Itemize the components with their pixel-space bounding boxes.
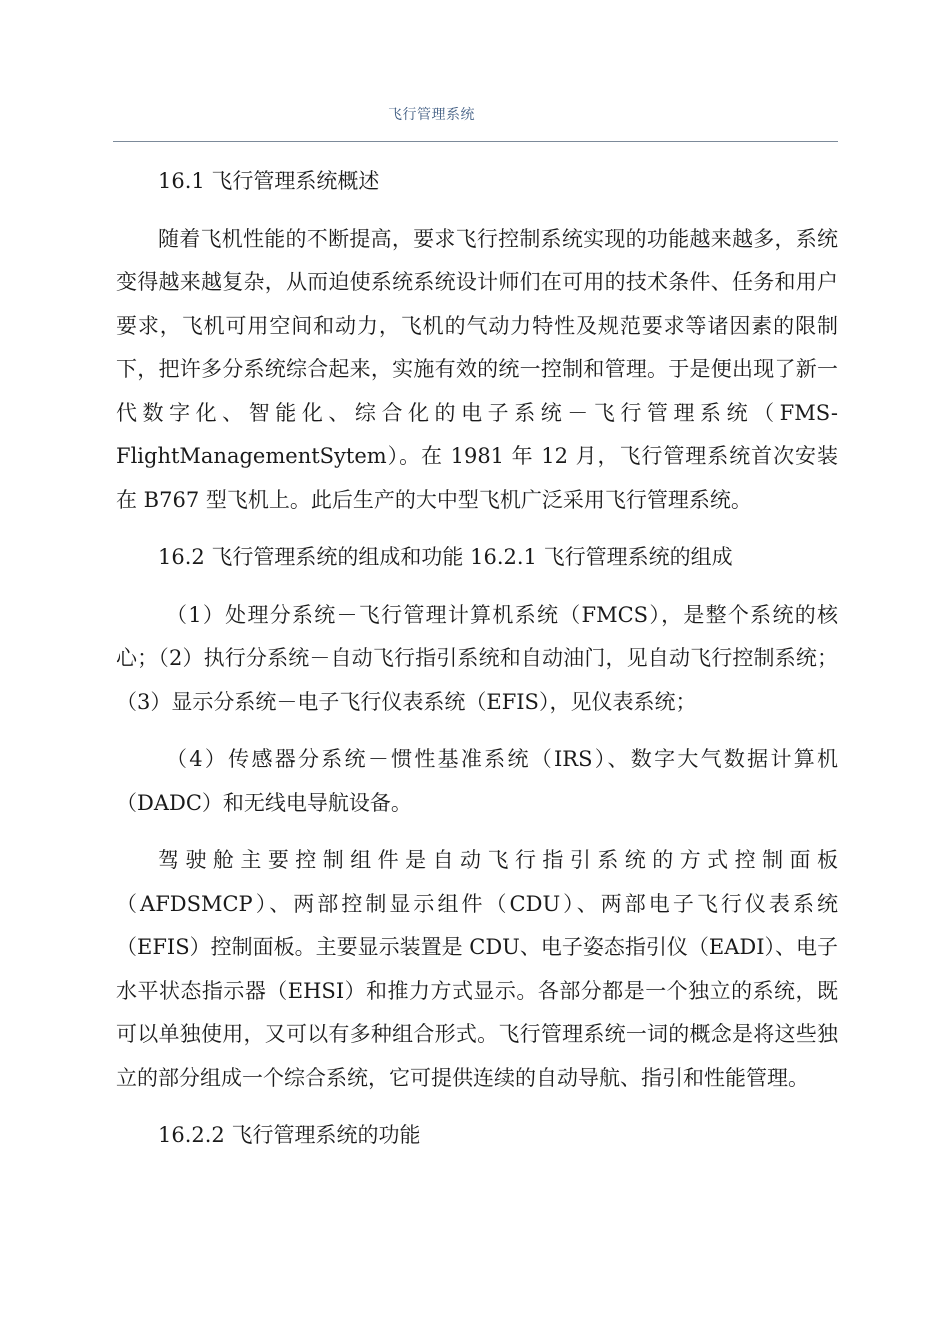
paragraph-intro: 随着飞机性能的不断提高，要求飞行控制系统实现的功能越来越多，系统变得越来越复杂，从而迫使系统系统设计师们在可用的技术条件、任务和用户要求，飞机可用空间和动力，飞机的气动力特性及规范要求等诸因素的限制下，把许多分系统综合起来，实施有效的统一控制和管理。于是便出现了新一代数字化、智能化、综合化的电子系统－飞行管理系统（FMS-FlightManagementSytem）。在 1981 年 12 月，飞行管理系统首次安装在 B767 型飞机上。此后生产的大中型飞机广泛采用飞行管理系统。 [116, 226, 838, 512]
paragraph-cockpit: 驾驶舱主要控制组件是自动飞行指引系统的方式控制面板（AFDSMCP）、两部控制显示组件（CDU）、两部电子飞行仪表系统（EFIS）控制面板。主要显示装置是 CDU、电子姿态指引仪（EADI）、电子水平状态指示器（EHSI）和推力方式显示。各部分都是一个独立的系统，既可以单独使用，又可以有多种组合形式。飞行管理系统一词的概念是将这些独立的部分组成一个综合系统，它可提供连续的自动导航、指引和性能管理。 [116, 848, 838, 1090]
paragraph-components-1-3: （1）处理分系统－飞行管理计算机系统（FMCS），是整个系统的核心；（2）执行分系统－自动飞行指引系统和自动油门，见自动飞行控制系统；（3）显示分系统－电子飞行仪表系统（EFIS），见仪表系统； [116, 602, 838, 714]
section-heading-16-2: 16.2 飞行管理系统的组成和功能 16.2.1 飞行管理系统的组成 [158, 545, 733, 569]
document-body [116, 160, 838, 1172]
section-heading-16-1: 16.1 飞行管理系统概述 [158, 169, 380, 193]
running-header: 飞行管理系统 [388, 107, 475, 123]
header-divider [113, 141, 838, 142]
section-heading-16-2-2: 16.2.2 飞行管理系统的功能 [158, 1123, 421, 1147]
paragraph-component-4: （4）传感器分系统－惯性基准系统（IRS）、数字大气数据计算机（DADC）和无线电导航设备。 [116, 747, 838, 815]
